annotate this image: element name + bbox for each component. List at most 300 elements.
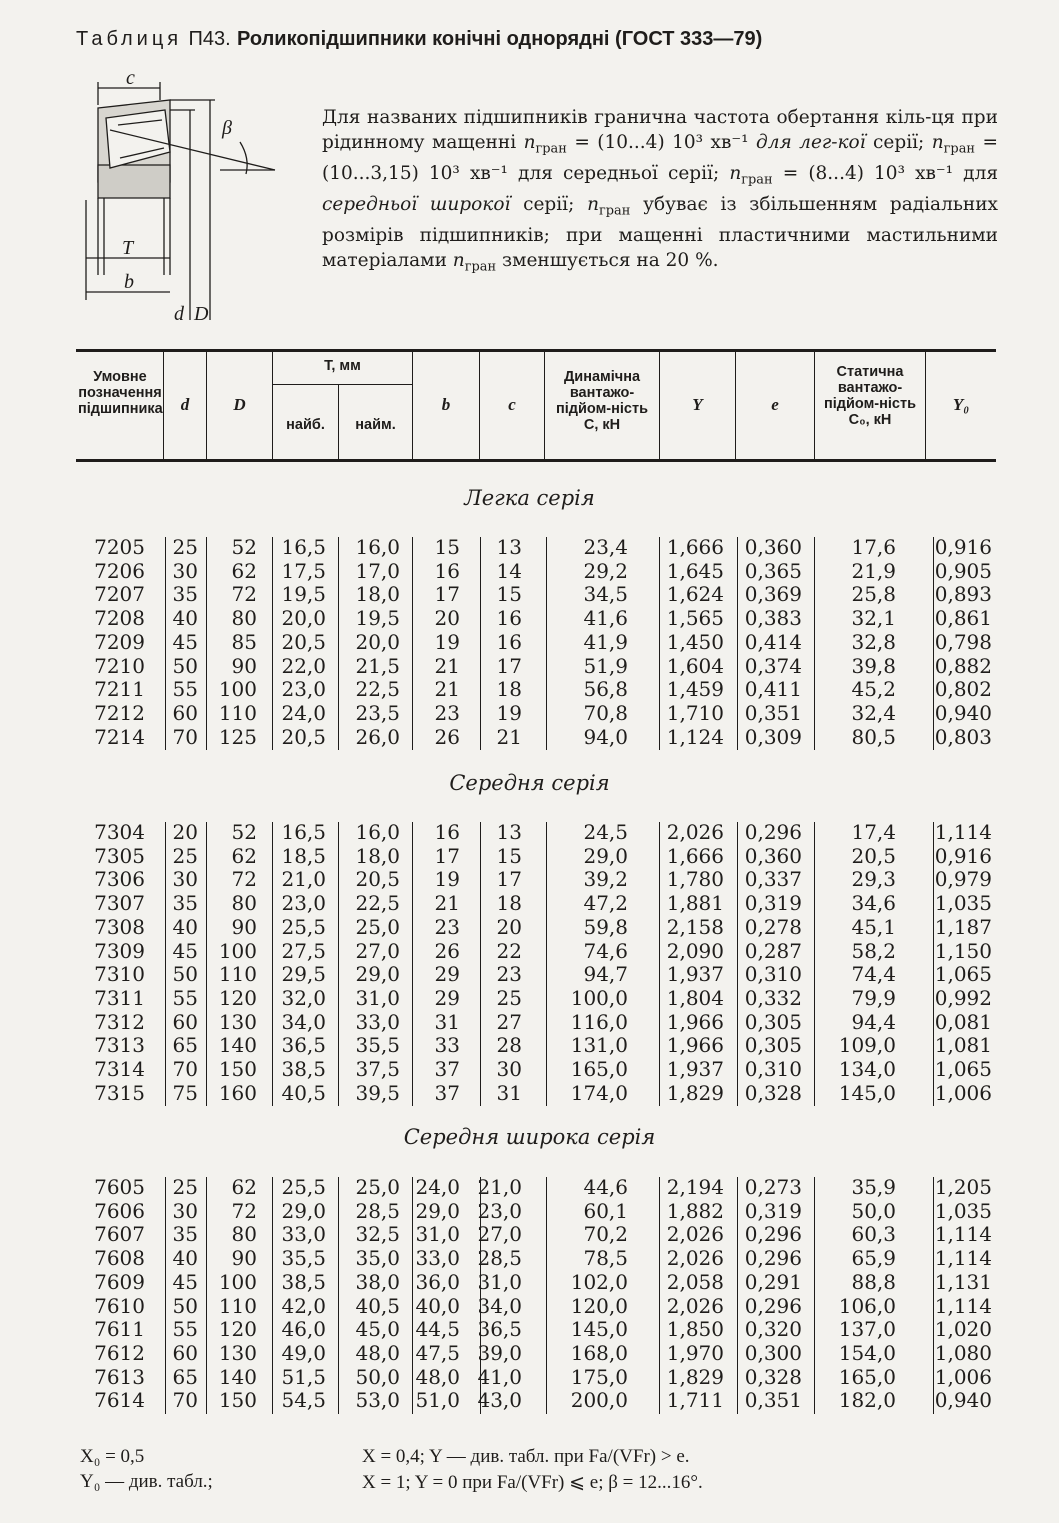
T-group-rule [272, 384, 412, 385]
cell-Y0: 0,905 [934, 558, 992, 583]
cell-Y: 1,666 [666, 535, 724, 559]
title-label: Таблиця [76, 28, 183, 50]
cell-b: 37 [434, 1080, 460, 1105]
cell-C0-static: 45,2 [851, 677, 896, 702]
intro-text-6: = (8...4) 10³ хв⁻¹ для [772, 162, 998, 184]
cell-Y: 1,937 [666, 962, 724, 987]
cell-Y: 2,194 [666, 1175, 724, 1199]
cell-designation: 7608 [94, 1246, 145, 1271]
cell-C-dynamic: 116,0 [570, 1009, 628, 1034]
cell-C-dynamic: 100,0 [570, 985, 628, 1010]
header-T-max: найб. [286, 417, 325, 433]
cell-T-max: 24,0 [281, 700, 326, 725]
cell-T-max: 29,5 [281, 962, 326, 987]
cell-e: 0,332 [744, 985, 802, 1010]
cell-T-min: 27,0 [355, 938, 400, 963]
intro-paragraph [322, 106, 998, 280]
cell-C0-static: 39,8 [851, 653, 896, 678]
cell-D: 90 [231, 1246, 257, 1271]
cell-d: 45 [172, 629, 198, 654]
cell-e: 0,309 [744, 724, 802, 749]
cell-C-dynamic: 174,0 [570, 1080, 628, 1105]
cell-C-dynamic: 102,0 [570, 1269, 628, 1294]
cell-c: 16 [496, 606, 522, 631]
cell-b: 33 [434, 1033, 460, 1058]
cell-designation: 7606 [94, 1198, 145, 1223]
cell-T-min: 16,0 [355, 820, 400, 844]
label-b: b [124, 271, 134, 293]
cell-T-max: 18,5 [281, 843, 326, 868]
header-divider [544, 352, 545, 459]
cell-C0-static: 58,2 [851, 938, 896, 963]
header-Y: Y [692, 395, 703, 414]
label-d: d [174, 303, 184, 325]
cell-D: 150 [218, 1388, 257, 1413]
header-bottom-rule [76, 459, 996, 462]
cell-Y: 1,881 [666, 891, 724, 916]
cell-Y: 2,026 [666, 1246, 724, 1271]
n-subscript: гран [535, 141, 567, 157]
header-d: d [180, 395, 190, 414]
cell-C-dynamic: 39,2 [583, 867, 628, 892]
cell-Y0: 1,065 [934, 962, 992, 987]
cell-Y0: 1,114 [934, 1246, 992, 1271]
cell-D: 80 [231, 606, 257, 631]
cell-C-dynamic: 23,4 [583, 535, 628, 559]
cell-b: 51,0 [415, 1388, 460, 1413]
cell-C0-static: 94,4 [851, 1009, 896, 1034]
cell-c: 28 [496, 1033, 522, 1058]
cell-D: 72 [231, 867, 257, 892]
footer-Y0: Y₀ — див. табл.; [80, 1471, 213, 1492]
footer-X-case1: X = 0,4; Y — див. табл. при Fa/(VFr) > e. [362, 1446, 690, 1467]
cell-T-min: 37,5 [355, 1057, 400, 1081]
cell-c: 34,0 [477, 1293, 522, 1318]
cell-T-max: 40,5 [281, 1080, 326, 1105]
cell-C0-static: 79,9 [851, 985, 896, 1010]
cell-Y0: 0,802 [934, 677, 992, 702]
cell-C0-static: 29,3 [851, 867, 896, 892]
cell-C-dynamic: 175,0 [570, 1364, 628, 1389]
cell-d: 40 [172, 914, 198, 939]
cell-b: 19 [434, 867, 460, 892]
cell-C0-static: 60,3 [851, 1222, 896, 1247]
cell-Y0: 1,035 [934, 891, 992, 916]
cell-T-max: 29,0 [281, 1198, 326, 1223]
cell-b: 31,0 [415, 1222, 460, 1247]
section-title: Середня широка серія [403, 1125, 656, 1149]
cell-designation: 7209 [94, 629, 145, 654]
cell-Y: 2,026 [666, 1222, 724, 1247]
cell-e: 0,360 [744, 843, 802, 868]
cell-d: 30 [172, 867, 198, 892]
cell-C-dynamic: 59,8 [583, 914, 628, 939]
cell-D: 110 [218, 700, 257, 725]
cell-designation: 7306 [94, 867, 145, 892]
cell-Y: 1,459 [666, 677, 724, 702]
cell-designation: 7307 [94, 891, 145, 916]
cell-e: 0,273 [744, 1175, 802, 1199]
cell-D: 52 [231, 535, 257, 559]
intro-text-3: для лег-кої [755, 131, 866, 153]
cell-c: 31,0 [477, 1269, 522, 1294]
cell-T-min: 17,0 [355, 558, 400, 583]
cell-Y: 1,666 [666, 843, 724, 868]
cell-e: 0,374 [744, 653, 802, 678]
cell-D: 130 [218, 1340, 257, 1365]
cell-d: 75 [172, 1080, 198, 1105]
cell-T-max: 54,5 [281, 1388, 326, 1413]
intro-text-8: серії; [510, 194, 588, 216]
cell-d: 60 [172, 700, 198, 725]
cell-c: 21 [496, 724, 522, 749]
cell-designation: 7210 [94, 653, 145, 678]
header-C-dynamic: Динамічна вантажо-підйом-ність C, кН [556, 369, 648, 433]
cell-T-max: 20,5 [281, 724, 326, 749]
cell-designation: 7613 [94, 1364, 145, 1389]
cell-C0-static: 154,0 [838, 1340, 896, 1365]
cell-T-min: 25,0 [355, 1175, 400, 1199]
cell-C-dynamic: 120,0 [570, 1293, 628, 1318]
title-number: П43. [188, 28, 231, 50]
cell-Y0: 1,114 [934, 1222, 992, 1247]
cell-c: 23,0 [477, 1198, 522, 1223]
cell-Y: 1,829 [666, 1080, 724, 1105]
cell-D: 85 [231, 629, 257, 654]
cell-b: 16 [434, 558, 460, 583]
cell-C-dynamic: 94,7 [583, 962, 628, 987]
cell-b: 23 [434, 914, 460, 939]
cell-T-max: 20,0 [281, 606, 326, 631]
cell-Y0: 0,979 [934, 867, 992, 892]
cell-T-max: 21,0 [281, 867, 326, 892]
cell-C-dynamic: 29,0 [583, 843, 628, 868]
cell-T-max: 36,5 [281, 1033, 326, 1058]
cell-C0-static: 32,4 [851, 700, 896, 725]
cell-T-min: 26,0 [355, 724, 400, 749]
cell-designation: 7614 [94, 1388, 145, 1413]
cell-T-max: 23,0 [281, 677, 326, 702]
cell-C-dynamic: 47,2 [583, 891, 628, 916]
cell-D: 120 [218, 985, 257, 1010]
cell-b: 21 [434, 891, 460, 916]
cell-b: 47,5 [415, 1340, 460, 1365]
cell-C-dynamic: 51,9 [583, 653, 628, 678]
cell-Y0: 0,916 [934, 535, 992, 559]
cell-T-min: 32,5 [355, 1222, 400, 1247]
cell-T-min: 22,5 [355, 677, 400, 702]
cell-Y: 1,645 [666, 558, 724, 583]
cell-designation: 7304 [94, 820, 145, 844]
cell-D: 62 [231, 843, 257, 868]
cell-b: 40,0 [415, 1293, 460, 1318]
cell-Y: 1,604 [666, 653, 724, 678]
header-e: e [771, 395, 779, 414]
cell-C-dynamic: 145,0 [570, 1317, 628, 1342]
cell-T-min: 38,0 [355, 1269, 400, 1294]
cell-D: 110 [218, 1293, 257, 1318]
cell-c: 14 [496, 558, 522, 583]
cell-d: 60 [172, 1340, 198, 1365]
cell-designation: 7214 [94, 724, 145, 749]
cell-Y: 1,711 [666, 1388, 724, 1413]
cell-Y0: 0,893 [934, 582, 992, 607]
cell-c: 43,0 [477, 1388, 522, 1413]
cell-Y: 1,780 [666, 867, 724, 892]
cell-Y0: 1,187 [934, 914, 992, 939]
cell-e: 0,291 [744, 1269, 802, 1294]
cell-d: 50 [172, 1293, 198, 1318]
cell-c: 13 [496, 820, 522, 844]
cell-Y0: 0,940 [934, 700, 992, 725]
cell-Y: 2,090 [666, 938, 724, 963]
cell-c: 20 [496, 914, 522, 939]
cell-Y: 2,058 [666, 1269, 724, 1294]
cell-D: 62 [231, 558, 257, 583]
cell-e: 0,414 [744, 629, 802, 654]
cell-e: 0,310 [744, 962, 802, 987]
cell-C0-static: 165,0 [838, 1364, 896, 1389]
cell-C-dynamic: 74,6 [583, 938, 628, 963]
n-subscript: гран [943, 141, 976, 157]
cell-designation: 7311 [94, 985, 145, 1010]
cell-c: 15 [496, 843, 522, 868]
cell-d: 50 [172, 653, 198, 678]
cell-T-min: 21,5 [355, 653, 400, 678]
cell-D: 150 [218, 1057, 257, 1081]
intro-text-4: серії; [865, 131, 932, 153]
cell-designation: 7605 [94, 1175, 145, 1199]
cell-C0-static: 182,0 [838, 1388, 896, 1413]
cell-D: 52 [231, 820, 257, 844]
cell-b: 16 [434, 820, 460, 844]
cell-Y0: 1,150 [934, 938, 992, 963]
cell-T-min: 45,0 [355, 1317, 400, 1342]
cell-designation: 7308 [94, 914, 145, 939]
cell-designation: 7212 [94, 700, 145, 725]
cell-c: 19 [496, 700, 522, 725]
cell-C-dynamic: 78,5 [583, 1246, 628, 1271]
cell-T-max: 25,5 [281, 914, 326, 939]
cell-T-max: 32,0 [281, 985, 326, 1010]
cell-Y: 1,829 [666, 1364, 724, 1389]
cell-C-dynamic: 24,5 [583, 820, 628, 844]
cell-designation: 7305 [94, 843, 145, 868]
cell-b: 44,5 [415, 1317, 460, 1342]
cell-T-max: 27,5 [281, 938, 326, 963]
intro-text-9: убуває із збільшенням радіальних розмірів підшипників; при мащенні пластичними мастильними матеріалами [322, 194, 998, 272]
cell-e: 0,296 [744, 820, 802, 844]
header-T-min: найм. [355, 417, 396, 433]
intro-text-5: = (10...3,15) 10³ хв⁻¹ для середньої серії; [322, 131, 998, 184]
cell-T-min: 19,5 [355, 606, 400, 631]
cell-c: 16 [496, 629, 522, 654]
n-subscript: гран [741, 172, 773, 188]
cell-C-dynamic: 41,9 [583, 629, 628, 654]
cell-b: 17 [434, 843, 460, 868]
cell-T-min: 48,0 [355, 1340, 400, 1365]
cell-c: 18 [496, 677, 522, 702]
cell-D: 62 [231, 1175, 257, 1199]
cell-T-min: 35,0 [355, 1246, 400, 1271]
cell-T-max: 34,0 [281, 1009, 326, 1034]
label-c: c [126, 70, 135, 89]
cell-T-min: 39,5 [355, 1080, 400, 1105]
cell-D: 130 [218, 1009, 257, 1034]
cell-T-max: 33,0 [281, 1222, 326, 1247]
cell-d: 40 [172, 606, 198, 631]
cell-d: 35 [172, 582, 198, 607]
cell-D: 80 [231, 891, 257, 916]
cell-d: 45 [172, 938, 198, 963]
cell-C0-static: 74,4 [851, 962, 896, 987]
cell-b: 24,0 [415, 1175, 460, 1199]
cell-T-max: 23,0 [281, 891, 326, 916]
cell-C-dynamic: 165,0 [570, 1057, 628, 1081]
cell-designation: 7211 [94, 677, 145, 702]
cell-Y0: 0,882 [934, 653, 992, 678]
cell-T-min: 20,0 [355, 629, 400, 654]
cell-e: 0,319 [744, 891, 802, 916]
cell-Y0: 0,081 [934, 1009, 992, 1034]
cell-c: 13 [496, 535, 522, 559]
cell-c: 17 [496, 867, 522, 892]
cell-b: 21 [434, 677, 460, 702]
cell-b: 17 [434, 582, 460, 607]
cell-e: 0,337 [744, 867, 802, 892]
cell-T-min: 53,0 [355, 1388, 400, 1413]
cell-designation: 7208 [94, 606, 145, 631]
cell-C-dynamic: 94,0 [583, 724, 628, 749]
cell-designation: 7206 [94, 558, 145, 583]
header-designation: Умовне позначення підшипника [78, 369, 163, 417]
cell-C0-static: 25,8 [851, 582, 896, 607]
cell-e: 0,360 [744, 535, 802, 559]
cell-Y0: 1,114 [934, 1293, 992, 1318]
cell-designation: 7609 [94, 1269, 145, 1294]
cell-c: 41,0 [477, 1364, 522, 1389]
cell-d: 55 [172, 985, 198, 1010]
cell-e: 0,369 [744, 582, 802, 607]
cell-Y0: 1,205 [934, 1175, 992, 1199]
cell-e: 0,305 [744, 1033, 802, 1058]
header-T-group: T, мм [324, 358, 361, 374]
cell-e: 0,365 [744, 558, 802, 583]
cell-Y: 1,966 [666, 1009, 724, 1034]
cell-T-min: 29,0 [355, 962, 400, 987]
cell-T-min: 23,5 [355, 700, 400, 725]
cell-d: 30 [172, 558, 198, 583]
intro-text-1: Для названих підшипників гранична частота обертання кіль-ця при рідинному мащенні [322, 107, 998, 153]
cell-C-dynamic: 70,2 [583, 1222, 628, 1247]
cell-d: 65 [172, 1364, 198, 1389]
intro-text-7: середньої широкої [322, 194, 511, 216]
cell-designation: 7607 [94, 1222, 145, 1247]
cell-Y0: 0,803 [934, 724, 992, 749]
cell-C0-static: 34,6 [851, 891, 896, 916]
cell-T-min: 20,5 [355, 867, 400, 892]
cell-c: 36,5 [477, 1317, 522, 1342]
cell-e: 0,328 [744, 1364, 802, 1389]
cell-C-dynamic: 200,0 [570, 1388, 628, 1413]
cell-Y0: 1,035 [934, 1198, 992, 1223]
cell-c: 25 [496, 985, 522, 1010]
cell-d: 25 [172, 1175, 198, 1199]
cell-C0-static: 35,9 [851, 1175, 896, 1199]
cell-C0-static: 32,8 [851, 629, 896, 654]
cell-e: 0,351 [744, 1388, 802, 1413]
cell-T-max: 35,5 [281, 1246, 326, 1271]
cell-b: 20 [434, 606, 460, 631]
cell-D: 100 [218, 938, 257, 963]
cell-T-max: 38,5 [281, 1057, 326, 1081]
cell-Y0: 1,006 [934, 1364, 992, 1389]
cell-T-min: 33,0 [355, 1009, 400, 1034]
cell-c: 18 [496, 891, 522, 916]
cell-e: 0,296 [744, 1293, 802, 1318]
cell-Y: 1,970 [666, 1340, 724, 1365]
header-C0-static: Статична вантажо-підйом-ність C₀, кН [824, 364, 916, 428]
cell-designation: 7610 [94, 1293, 145, 1318]
cell-Y: 1,624 [666, 582, 724, 607]
cell-d: 35 [172, 1222, 198, 1247]
cell-b: 36,0 [415, 1269, 460, 1294]
cell-T-max: 19,5 [281, 582, 326, 607]
cell-C-dynamic: 168,0 [570, 1340, 628, 1365]
n-subscript: гран [598, 203, 631, 219]
n-subscript: гран [464, 259, 497, 275]
cell-designation: 7310 [94, 962, 145, 987]
cell-C-dynamic: 56,8 [583, 677, 628, 702]
header-divider [814, 352, 815, 459]
cell-T-min: 25,0 [355, 914, 400, 939]
cell-T-max: 38,5 [281, 1269, 326, 1294]
cell-b: 26 [434, 724, 460, 749]
cell-Y0: 1,131 [934, 1269, 992, 1294]
cell-e: 0,305 [744, 1009, 802, 1034]
cell-d: 40 [172, 1246, 198, 1271]
cell-D: 90 [231, 914, 257, 939]
cell-Y: 1,850 [666, 1317, 724, 1342]
intro-text-2: = (10...4) 10³ хв⁻¹ [566, 131, 756, 153]
cell-d: 25 [172, 843, 198, 868]
cell-T-min: 50,0 [355, 1364, 400, 1389]
cell-C0-static: 106,0 [838, 1293, 896, 1318]
cell-C-dynamic: 41,6 [583, 606, 628, 631]
cell-b: 19 [434, 629, 460, 654]
header-c: c [508, 395, 516, 414]
cell-T-min: 16,0 [355, 535, 400, 559]
cell-Y0: 0,940 [934, 1388, 992, 1413]
header-b: b [441, 395, 451, 414]
cell-d: 65 [172, 1033, 198, 1058]
cell-Y0: 0,861 [934, 606, 992, 631]
cell-C0-static: 17,4 [851, 820, 896, 844]
cell-C-dynamic: 29,2 [583, 558, 628, 583]
cell-Y0: 0,798 [934, 629, 992, 654]
cell-C-dynamic: 70,8 [583, 700, 628, 725]
header-top-rule [76, 349, 996, 352]
cell-D: 160 [218, 1080, 257, 1105]
cell-D: 120 [218, 1317, 257, 1342]
cell-C0-static: 109,0 [838, 1033, 896, 1058]
cell-b: 31 [434, 1009, 460, 1034]
header-Y0: Y₀ [952, 395, 970, 414]
label-T: T [122, 237, 134, 259]
cell-T-max: 20,5 [281, 629, 326, 654]
cell-Y: 1,124 [666, 724, 724, 749]
cell-designation: 7205 [94, 535, 145, 559]
